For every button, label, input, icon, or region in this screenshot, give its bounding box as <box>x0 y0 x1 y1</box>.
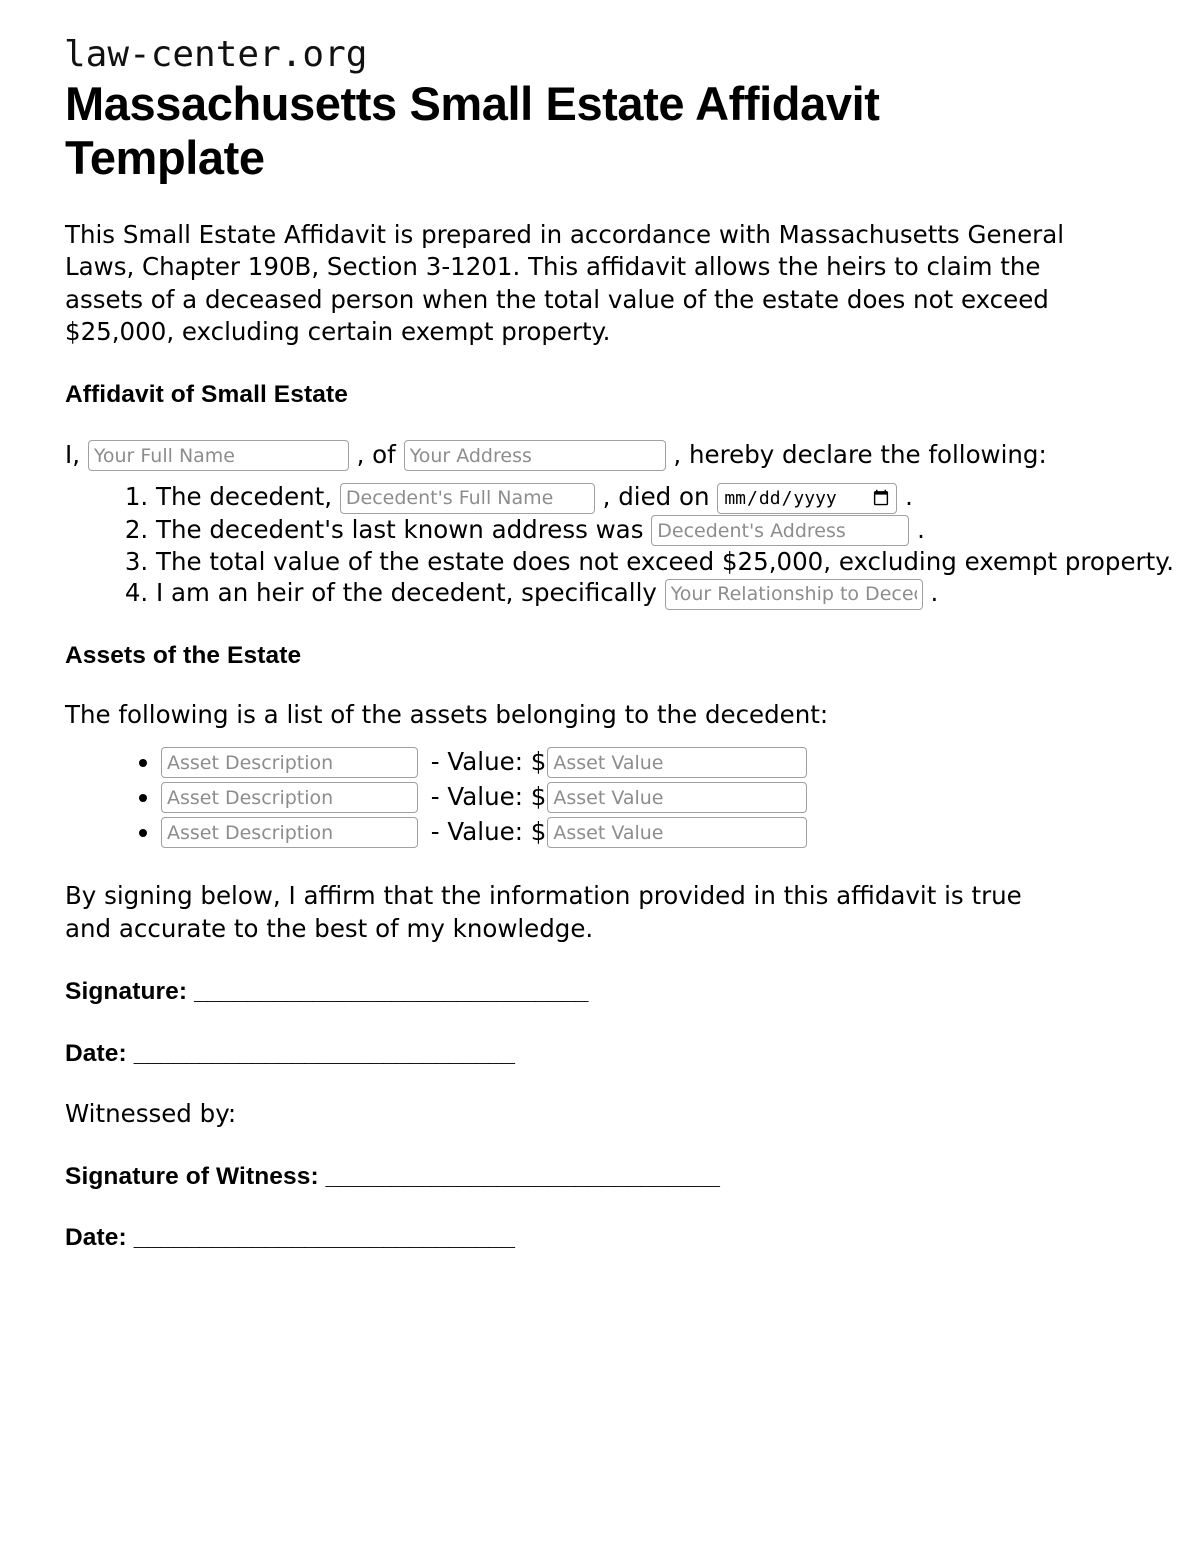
claim-item-decedent-name-date <box>156 482 1127 514</box>
date-of-death-input[interactable] <box>717 483 897 514</box>
declaration-middle-text: , of <box>356 439 396 469</box>
assets-list <box>64 747 1127 848</box>
assets-section-heading: Assets of the Estate <box>65 641 302 669</box>
address-input[interactable] <box>404 440 666 471</box>
asset-value-label-1: - Value: $ <box>430 746 547 776</box>
signature-label: Signature: <box>65 978 188 1006</box>
asset-value-label-2: - Value: $ <box>430 781 547 811</box>
asset-value-input-2[interactable] <box>547 782 807 813</box>
claim-1-text-after: . <box>905 482 913 512</box>
claim-3-text: The total value of the estate does not exceed $25,000, excluding exempt property. <box>156 547 1175 577</box>
asset-value-input-3[interactable] <box>547 817 807 848</box>
claims-list <box>64 482 1175 609</box>
site-logo: law-center.org <box>64 34 368 75</box>
full-name-input[interactable] <box>88 440 349 471</box>
claim-1-text-before: The decedent, <box>156 482 333 512</box>
witnessed-by-text: Witnessed by: <box>65 1099 237 1129</box>
decedent-address-input[interactable] <box>651 515 909 546</box>
witness-signature-rule: ______________________________ <box>325 1163 720 1191</box>
witness-signature-line <box>64 1162 1127 1191</box>
declaration-line <box>64 439 1127 472</box>
declaration-prefix-text: I, <box>65 439 81 469</box>
asset-description-input-1[interactable] <box>161 747 418 778</box>
witness-date-label: Date: <box>65 1224 127 1252</box>
asset-value-input-1[interactable] <box>547 747 807 778</box>
claim-item-heir-relationship <box>156 578 1127 610</box>
claim-2-text-before: The decedent's last known address was <box>156 514 644 544</box>
affirmation-paragraph: By signing below, I affirm that the information provided in this affidavit is true and accurate to the best of my knowledge. <box>65 881 1022 943</box>
claim-2-text-after: . <box>917 514 925 544</box>
claim-1-text-middle: , died on <box>602 482 710 512</box>
intro-paragraph: This Small Estate Affidavit is prepared in accordance with Massachusetts General Laws, Chapter 190B, Section 3-1201. This affidavit allows the heirs to claim the assets of a deceased person when the total value of the estate does not exceed $25,000, excluding certain exempt property. <box>65 219 1065 347</box>
relationship-input[interactable] <box>665 579 923 610</box>
witness-date-line <box>64 1223 1127 1252</box>
list-item <box>161 782 1127 813</box>
list-item <box>161 747 1127 778</box>
asset-value-label-3: - Value: $ <box>430 816 547 846</box>
list-item <box>161 817 1127 848</box>
decedent-full-name-input[interactable] <box>340 483 595 514</box>
date-rule: _____________________________ <box>133 1039 515 1067</box>
asset-description-input-2[interactable] <box>161 782 418 813</box>
signature-rule: ______________________________ <box>194 978 588 1006</box>
signature-line <box>64 977 1127 1006</box>
page-title: Massachusetts Small Estate Affidavit Template <box>65 77 880 184</box>
declaration-suffix-text: , hereby declare the following: <box>673 439 1047 469</box>
claim-item-decedent-address <box>156 515 1127 547</box>
witness-signature-label: Signature of Witness: <box>65 1163 319 1191</box>
claim-4-text-after: . <box>930 578 939 608</box>
date-label: Date: <box>65 1039 127 1067</box>
asset-description-input-3[interactable] <box>161 817 418 848</box>
claim-item-estate-value <box>156 547 1175 577</box>
assets-intro-text: The following is a list of the assets belonging to the decedent: <box>65 700 829 730</box>
date-line <box>64 1039 1127 1068</box>
witness-date-rule: _____________________________ <box>133 1224 515 1252</box>
affidavit-section-heading: Affidavit of Small Estate <box>65 380 348 408</box>
claim-4-text-before: I am an heir of the decedent, specifically <box>156 578 657 608</box>
